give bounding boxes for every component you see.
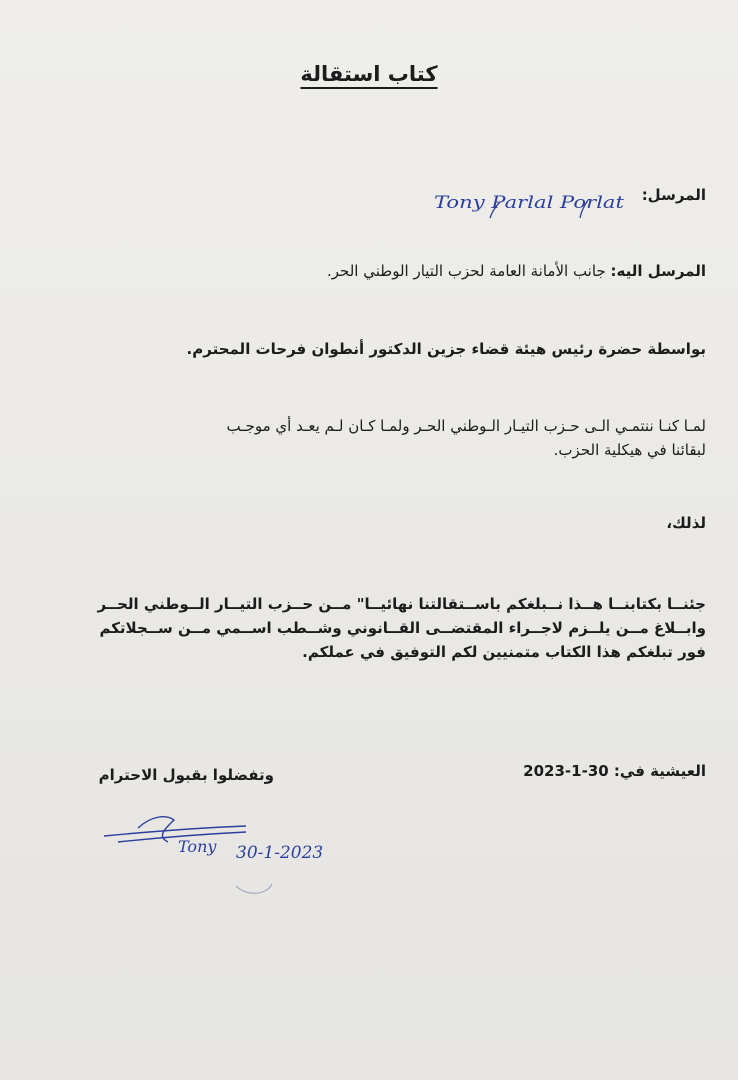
sender-line: [642, 186, 706, 204]
body-paragraph-1: [32, 414, 706, 462]
therefore-line: لذلك،: [666, 514, 706, 532]
recipient-line: [327, 262, 706, 280]
place-date: العيشية في: 30-1-2023: [523, 762, 706, 780]
sender-signature: Tony Parlal Porlat: [434, 193, 625, 213]
handwritten-name: Tony: [178, 837, 217, 856]
body-paragraph-2: [32, 592, 706, 664]
body2-line-2: وابــلاغ مــن يلــزم لاجــراء المقتضــى القــانوني وشــطب اســمي مــن ســجلاتكم: [99, 619, 706, 637]
letter-title: كتاب استقالة: [300, 62, 438, 86]
closing-line: وتفضلوا بقبول الاحترام: [98, 766, 274, 784]
recipient-value: جانب الأمانة العامة لحزب التيار الوطني الحر.: [327, 262, 606, 280]
sender-signature-image: [430, 178, 630, 228]
body1-line-2: لبقائنا في هيكلية الحزب.: [553, 441, 706, 459]
recipient-label: المرسل اليه:: [610, 262, 706, 280]
via-line: بواسطة حضرة رئيس هيئة قضاء جزين الدكتور أنطوان فرحات المحترم.: [186, 340, 706, 358]
body2-line-1: جئنــا بكتابنــا هــذا نــبلغكم باســتقالتنا نهائيــا" مــن حــزب التيــار الــوطني الحــر: [97, 595, 706, 613]
body1-line-1: لمـا كنـا ننتمـي الـى حـزب التيـار الـوطني الحـر ولمـا كـان لـم يعـد أي موجـب: [226, 417, 706, 435]
handwritten-date: 30-1-2023: [236, 843, 324, 863]
closing-signature-image: [96, 806, 376, 906]
sender-label: المرسل:: [641, 186, 706, 204]
body2-line-3: فور تبلغكم هذا الكتاب متمنيين لكم التوفيق في عملكم.: [302, 643, 706, 661]
